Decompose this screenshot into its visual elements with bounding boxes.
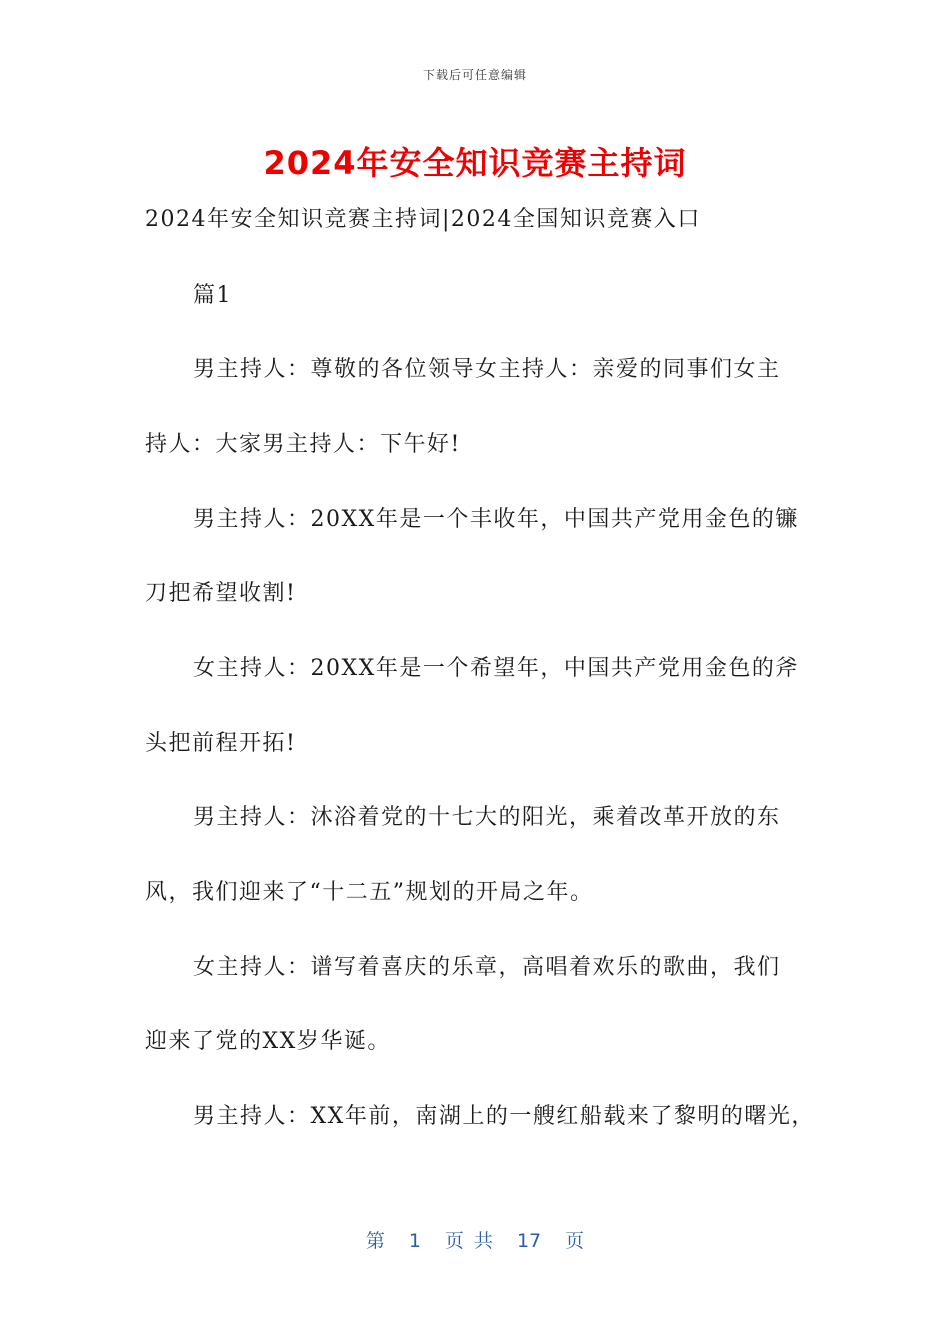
document-subtitle: 2024年安全知识竞赛主持词|2024全国知识竞赛入口 (145, 207, 701, 232)
paragraph-line: 女主持人：谱写着喜庆的乐章，高唱着欢乐的歌曲，我们 (193, 955, 781, 980)
total-pages-number: 17 (516, 1230, 542, 1252)
document-title: 2024年安全知识竞赛主持词 (263, 144, 687, 182)
page-footer (0, 1226, 950, 1253)
page-prefix: 第 (365, 1230, 385, 1252)
paragraph-line: 迎来了党的XX岁华诞。 (145, 1029, 391, 1054)
paragraph-line: 刀把希望收割! (145, 581, 297, 606)
page-header-note: 下载后可任意编辑 (422, 68, 527, 82)
page-suffix: 页 (565, 1230, 585, 1252)
paragraph-line: 男主持人：20XX年是一个丰收年，中国共产党用金色的镰 (193, 507, 799, 532)
paragraph-line: 风，我们迎来了“十二五”规划的开局之年。 (145, 880, 594, 905)
paragraph-line: 持人：大家男主持人：下午好! (145, 432, 461, 457)
page-mid-text: 页 共 (444, 1230, 493, 1252)
current-page-number: 1 (408, 1230, 421, 1252)
paragraph-line: 篇1 (193, 283, 232, 308)
paragraph-line: 男主持人：尊敬的各位领导女主持人：亲爱的同事们女主 (193, 357, 781, 382)
paragraph-line: 女主持人：20XX年是一个希望年，中国共产党用金色的斧 (193, 656, 799, 681)
paragraph-line: 男主持人：沐浴着党的十七大的阳光，乘着改革开放的东 (193, 805, 781, 830)
paragraph-line: 男主持人：XX年前，南湖上的一艘红船载来了黎明的曙光， (193, 1104, 815, 1129)
paragraph-line: 头把前程开拓! (145, 731, 297, 756)
